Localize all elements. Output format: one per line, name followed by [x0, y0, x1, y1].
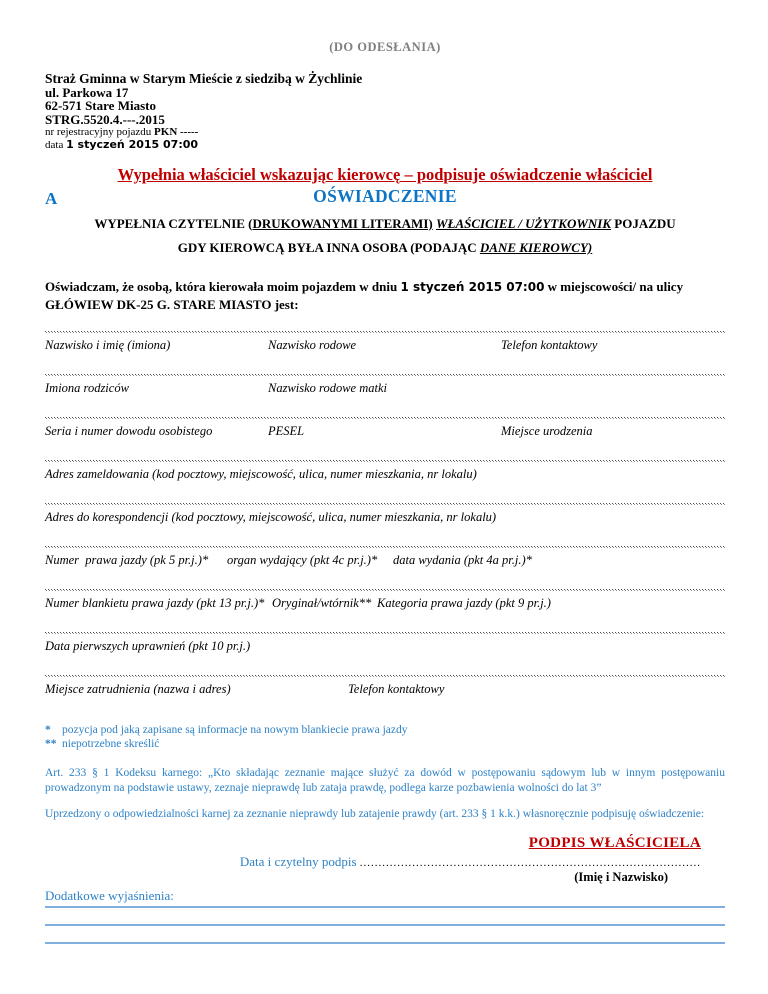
additional-explanations-label: Dodatkowe wyjaśnienia: — [45, 888, 725, 908]
subtitle2-italic: DANE KIEROWCY) — [479, 240, 593, 255]
red-instruction-title: Wypełnia właściciel wskazując kierowcę – podpisuje oświadczenie właściciel — [117, 165, 653, 184]
main-title-row — [45, 186, 725, 210]
field-label: Adres do korespondencji (kod pocztowy, miejscowość, ulica, numer mieszkania, nr lokalu) — [45, 510, 497, 524]
form-row — [45, 503, 725, 546]
form-row — [45, 374, 725, 417]
subtitle-line2 — [45, 240, 725, 256]
form-row — [45, 589, 725, 632]
field-label: Nazwisko rodowe — [268, 338, 357, 352]
writing-line — [45, 908, 725, 926]
field-label: Data pierwszych uprawnień (pkt 10 pr.j.) — [45, 639, 251, 653]
field-label: Oryginał/wtórnik** — [272, 596, 372, 610]
sender-city: 62-571 Stare Miasto — [45, 98, 156, 113]
signature-name-hint: (Imię i Nazwisko) — [574, 870, 668, 884]
main-title: OŚWIADCZENIE — [313, 186, 457, 206]
sender-street: ul. Parkowa 17 — [45, 84, 129, 100]
field-label: PESEL — [268, 424, 305, 438]
dotted-line — [45, 632, 725, 634]
form-row — [45, 546, 725, 589]
dotted-line — [45, 331, 725, 333]
footnote-1-marker: * — [45, 724, 51, 736]
form-row — [45, 460, 725, 503]
registration-label: nr rejestracyjny pojazdu — [45, 126, 152, 138]
footnote-1-text: pozycja pod jaką zapisane są informacje na nowym blankiecie prawa jazdy — [62, 724, 408, 736]
dotted-line — [45, 503, 725, 505]
footnote-2 — [45, 738, 725, 752]
dotted-line — [45, 546, 725, 548]
signature-date-line — [45, 854, 725, 870]
signature-dotted-leader: ........................................................................................... — [359, 857, 701, 869]
field-label: Kategoria prawa jazdy (pkt 9 pr.j.) — [377, 596, 551, 610]
declaration-pre: Oświadczam, że osobą, która kierowała moim pojazdem w dniu — [45, 279, 401, 294]
footnote-2-text: niepotrzebne skreślić — [62, 737, 160, 750]
legal-article: Art. 233 § 1 Kodeksu karnego: „Kto składając zeznanie mające służyć za dowód w postępowaniu sądowym lub w innym postępowaniu prowadzonym na podstawie ustawy, zeznaje nieprawdę lub zataja prawdę, podlega karze pozbawienia wolności do lat 3” — [45, 767, 725, 794]
declaration-paragraph — [45, 278, 725, 313]
field-label: Telefon kontaktowy — [501, 338, 598, 352]
footnote-2-marker: ** — [45, 737, 57, 750]
sender-block — [45, 72, 725, 151]
form-row — [45, 417, 725, 460]
subtitle1-italic: WŁAŚCICIEL / UŻYTKOWNIK — [435, 216, 612, 231]
section-letter: A — [45, 189, 58, 208]
dotted-line — [45, 460, 725, 462]
registration-value: PKN ----- — [154, 126, 199, 138]
field-label: Nazwisko rodowe matki — [268, 381, 387, 395]
declaration-post: w miejscowości/ na ulicy GŁÓWIEW DK-25 G. STARE MIASTO jest: — [45, 279, 684, 312]
subtitle1-post: POJAZDU — [611, 216, 676, 231]
footnotes — [45, 724, 725, 751]
field-label: Imiona rodziców — [45, 381, 129, 395]
signature-date-label: Data i czytelny podpis — [239, 854, 357, 869]
subtitle2-pre: GDY KIEROWCĄ BYŁA INNA OSOBA (PODAJĄC — [177, 240, 480, 255]
sender-name: Straż Gminna w Starym Mieście z siedzibą w Żychlinie — [45, 71, 363, 86]
form-row — [45, 632, 725, 675]
field-label: Seria i numer dowodu osobistego — [45, 424, 213, 438]
writing-line — [45, 926, 725, 944]
subtitle1-underlined: DRUKOWANYMI LITERAMI) — [252, 216, 433, 231]
footnote-1 — [45, 724, 725, 738]
dotted-line — [45, 589, 725, 591]
date-label: data — [45, 138, 64, 151]
form-fields — [45, 331, 725, 718]
signature-title: PODPIS WŁAŚCICIELA — [528, 835, 701, 851]
field-label: Miejsce zatrudnienia (nazwa i adres) — [45, 682, 231, 696]
declaration-datetime: 1 styczeń 2015 07:00 — [400, 280, 545, 294]
field-label: Numer blankietu prawa jazdy (pkt 13 pr.j.)* — [45, 596, 265, 610]
case-number: STRG.5520.4.---.2015 — [45, 111, 165, 127]
dotted-line — [45, 374, 725, 376]
date-line — [45, 139, 725, 152]
field-label: data wydania (pkt 4a pr.j.)* — [393, 553, 532, 567]
dotted-line — [45, 675, 725, 677]
subtitle1-pre: WYPEŁNIA CZYTELNIE ( — [94, 216, 253, 231]
field-label: organ wydający (pkt 4c pr.j.)* — [227, 553, 378, 567]
legal-warning: Uprzedzony o odpowiedzialności karnej za zeznanie nieprawdy lub zatajenie prawdy (art. 233 § 1 k.k.) własnoręcznie podpisuję oświadczenie: — [45, 808, 705, 820]
dotted-line — [45, 417, 725, 419]
form-row — [45, 675, 725, 718]
field-label: Telefon kontaktowy — [348, 682, 445, 696]
form-row — [45, 331, 725, 374]
date-value: 1 styczeń 2015 07:00 — [66, 137, 199, 151]
field-label: Miejsce urodzenia — [501, 424, 593, 438]
field-label: Adres zameldowania (kod pocztowy, miejscowość, ulica, numer mieszkania, nr lokalu) — [45, 467, 477, 481]
subtitle-line1 — [45, 216, 725, 232]
field-label: Nazwisko i imię (imiona) — [45, 338, 171, 352]
return-note: (DO ODESŁANIA) — [329, 40, 441, 54]
field-label: Numer prawa jazdy (pk 5 pr.j.)* — [45, 553, 209, 567]
